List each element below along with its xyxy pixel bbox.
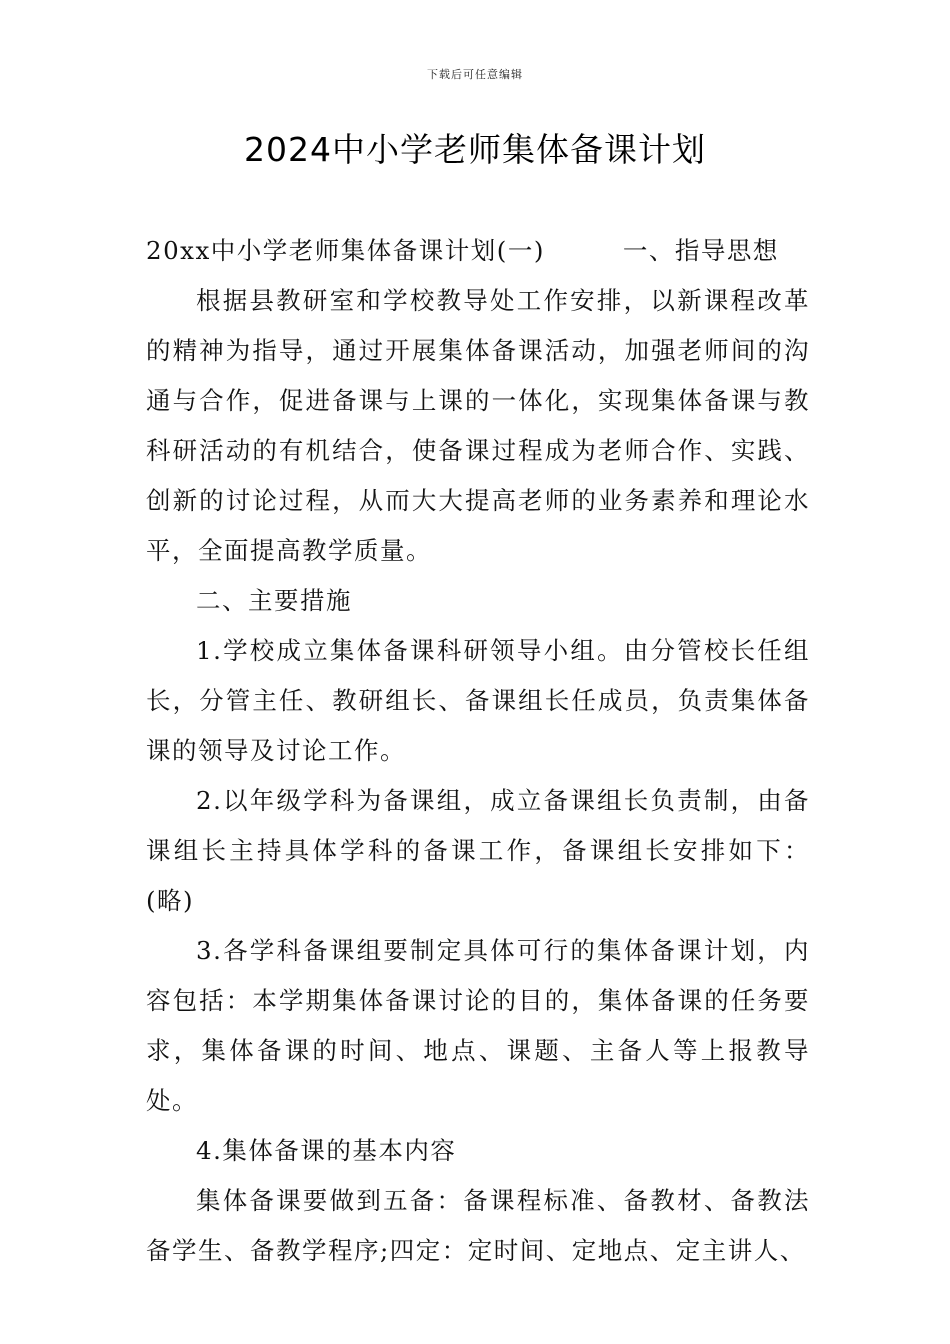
paragraph-intro-heading: 20xx中小学老师集体备课计划(一) 一、指导思想 [146, 236, 779, 265]
paragraph-measure-3: 3.各学科备课组要制定具体可行的集体备课计划，内容包括：本学期集体备课讨论的目的，集体备课的任务要求，集体备课的时间、地点、课题、主备人等上报教导处。 [146, 936, 810, 1115]
section-heading-main-measures: 二、主要措施 [196, 586, 352, 615]
paragraph-measure-4-body: 集体备课要做到五备：备课程标准、备教材、备教法备学生、备教学程序;四定：定时间、定地点、定主讲人、 [146, 1186, 810, 1265]
paragraph-measure-4-heading: 4.集体备课的基本内容 [196, 1136, 457, 1165]
document-body [146, 226, 810, 1276]
document-title: 2024中小学老师集体备课计划 [244, 130, 706, 169]
header-note: 下载后可任意编辑 [427, 68, 523, 81]
paragraph-measure-1: 1.学校成立集体备课科研领导小组。由分管校长任组长，分管主任、教研组长、备课组长任成员，负责集体备课的领导及讨论工作。 [146, 636, 810, 765]
paragraph-measure-2: 2.以年级学科为备课组，成立备课组长负责制，由备课组长主持具体学科的备课工作，备课组长安排如下：(略) [146, 786, 810, 915]
paragraph-guiding-ideology: 根据县教研室和学校教导处工作安排，以新课程改革的精神为指导，通过开展集体备课活动，加强老师间的沟通与合作，促进备课与上课的一体化，实现集体备课与教科研活动的有机结合，使备课过程成为老师合作、实践、创新的讨论过程，从而大大提高老师的业务素养和理论水平，全面提高教学质量。 [146, 286, 810, 565]
